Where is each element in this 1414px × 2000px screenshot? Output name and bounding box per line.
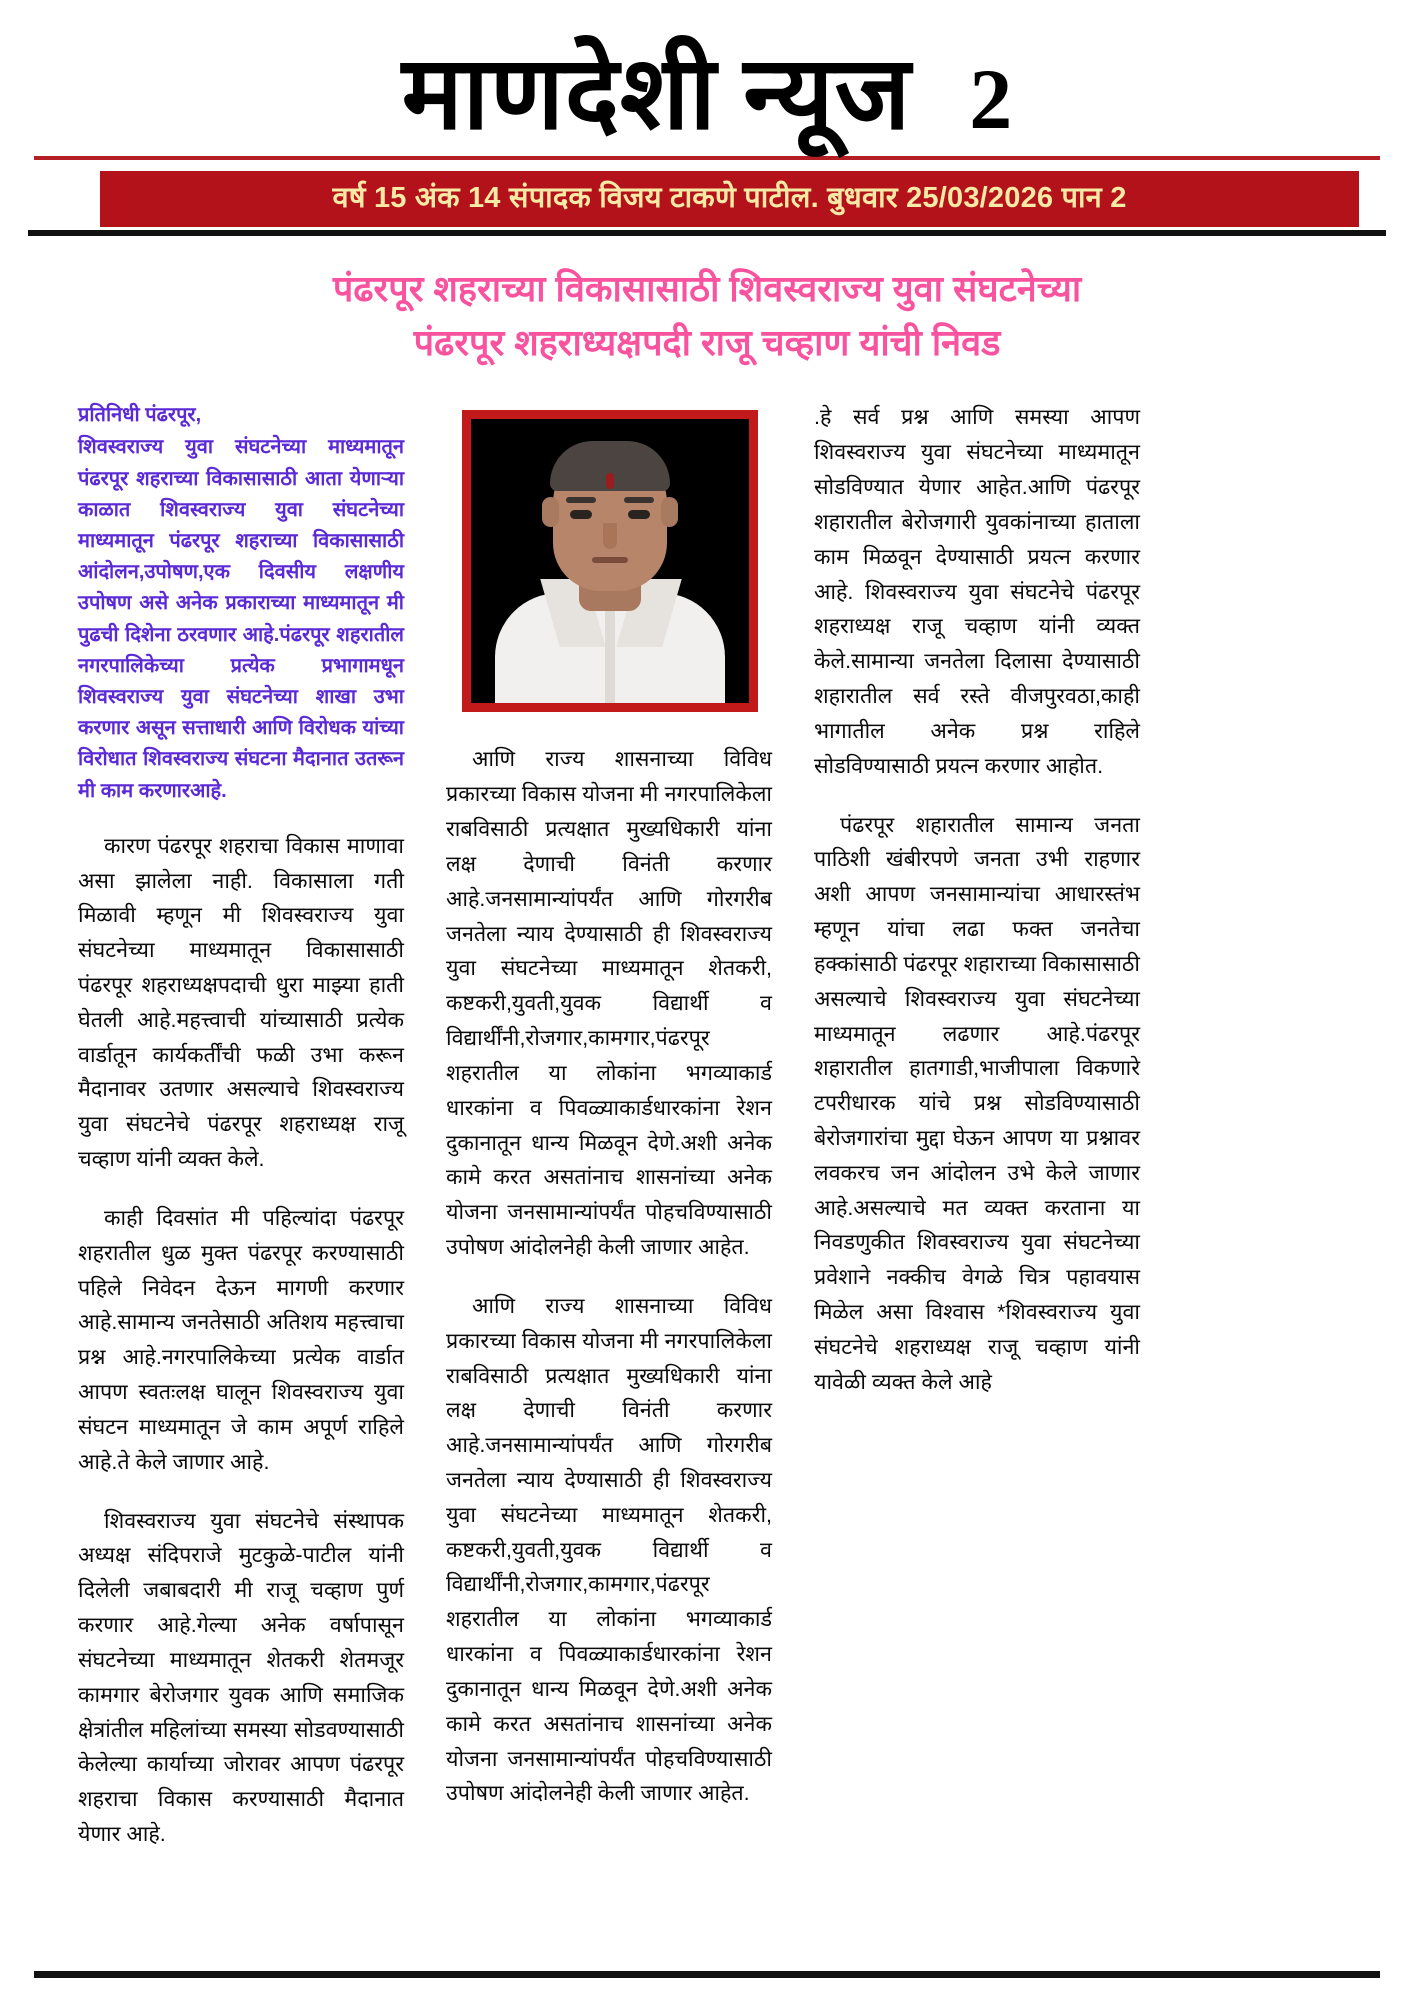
photo-portrait: [471, 419, 749, 703]
right-paragraph-1: .हे सर्व प्रश्न आणि समस्या आपण शिवस्वराज्य युवा संघटनेच्या माध्यमातून सोडविण्यात येणार आहेत.आणि पंढरपूर शहारातील बेरोजगारी युवकांनाच्या हाताला काम मिळवून देण्यासाठी प्रयत्न करणार आहे. शिवस्वराज्य युवा संघटनेचे पंढरपूर शहराध्यक्ष राजू चव्हाण यांनी व्यक्त केले.सामान्या जनतेला दिलासा देण्यासाठी शहारातील सर्व रस्ते वीजपुरवठा,काही भागातील अनेक प्रश्न राहिले सोडविण्यासाठी प्रयत्न करणार आहोत.: [814, 405, 1140, 778]
issue-banner: वर्ष 15 अंक 14 संपादक विजय टाकणे पाटील. बुधवार 25/03/2026 पान 2: [100, 171, 1359, 227]
portrait-nose: [603, 523, 617, 549]
portrait-eye-right: [628, 510, 650, 519]
column-left: [78, 400, 404, 1875]
portrait-mouth: [592, 557, 628, 563]
article-columns: [0, 376, 1414, 1875]
portrait-eye-left: [570, 510, 592, 519]
headline-line-2: पंढरपूर शहराध्यक्षपदी राजू चव्हाण यांची निवड: [413, 322, 1001, 364]
masthead-title: माणदेशी न्यूज: [401, 37, 912, 151]
portrait-brow-right: [624, 497, 654, 503]
banner-wrapper: [0, 171, 1414, 227]
black-divider-rule-bottom: [34, 1971, 1380, 1978]
column-right: [814, 400, 1140, 1875]
photo-frame: [462, 410, 758, 712]
page-headline: [0, 236, 1414, 376]
middle-paragraph-2: आणि राज्य शासनाच्या विविध प्रकारच्या विकास योजना मी नगरपालिकेला राबविसाठी प्रत्यक्षात मुख्यधिकारी यांना लक्ष देणाची विनंती करणार आहे.जनसामान्यांपर्यंत आणि गोरगरीब जनतेला न्याय देण्यासाठी ही शिवस्वराज्य युवा संघटनेच्या माध्यमातून शेतकरी, कष्टकरी,युवती,युवक विद्यार्थी व विद्यार्थींनी,रोजगार,कामगार,पंढरपूर शहरातील या लोकांना भगव्याकार्ड धारकांना व पिवळ्याकार्डधारकांना रेशन दुकानातून धान्य मिळवून देणे.अशी अनेक कामे करत असतांनाच शासनांच्या अनेक योजना जनसामान्यांपर्यंत पोहचविण्यासाठी उपोषण आंदोलनेही केली जाणार आहेत.: [446, 1293, 772, 1806]
headline-line-1: पंढरपूर शहराच्या विकासासाठी शिवस्वराज्य युवा संघटनेच्या: [332, 268, 1082, 310]
portrait-ear-left: [542, 497, 559, 527]
left-paragraph-3: शिवस्वराज्य युवा संघटनेचे संस्थापक अध्यक्ष संदिपराजे मुटकुळे-पाटील यांनी दिलेली जबाबदारी मी राजू चव्हाण पुर्ण करणार आहे.गेल्या अनेक वर्षापासून संघटनेच्या माध्यमातून शेतकरी शेतमजूर कामगार बेरोजगार युवक आणि समाजिक क्षेत्रांतील महिलांच्या समस्या सोडवण्यासाठी केलेल्या कार्याच्या जोरावर आपण पंढरपूर शहराचा विकास करण्यासाठी मैदानात येणार आहे.: [78, 1508, 404, 1847]
portrait-tilak: [606, 473, 614, 489]
article-photo: [446, 410, 772, 712]
column-middle: [446, 400, 772, 1875]
lead-paragraph: शिवस्वराज्य युवा संघटनेच्या माध्यमातून पंढरपूर शहराच्या विकासासाठी आता येणाऱ्या काळात शिवस्वराज्य युवा संघटनेच्या माध्यमातून पंढरपूर शहराच्या विकासासाठी आंदोलन,उपोषण,एक दिवसीय लक्षणीय उपोषण असे अनेक प्रकाराच्या माध्यमातून मी पुढची दिशेना ठरवणार आहे.पंढरपूर शहरातील नगरपालिकेच्या प्रत्येक प्रभागामधून शिवस्वराज्य युवा संघटनेच्या शाखा उभा करणार असून सत्ताधारी आणि विरोधक यांच्या विरोधात शिवस्वराज्य संघटना मैदानात उतरून मी काम करणारआहे.: [78, 436, 404, 802]
left-paragraph-2: काही दिवसांत मी पहिल्यांदा पंढरपूर शहरातील धुळ मुक्त पंढरपूर करण्यासाठी पहिले निवेदन देऊन मागणी करणार आहे.सामान्य जनतेसाठी अतिशय महत्त्वाचा प्रश्न आहे.नगरपालिकेच्या प्रत्येक वार्डात आपण स्वतःलक्ष घालून शिवस्वराज्य युवा संघटन माध्यमातून जे काम अपूर्ण राहिले आहे.ते केले जाणार आहे.: [78, 1205, 404, 1474]
page-number: 2: [969, 51, 1013, 147]
middle-paragraph-1: आणि राज्य शासनाच्या विविध प्रकारच्या विकास योजना मी नगरपालिकेला राबविसाठी प्रत्यक्षात मुख्यधिकारी यांना लक्ष देणाची विनंती करणार आहे.जनसामान्यांपर्यंत आणि गोरगरीब जनतेला न्याय देण्यासाठी ही शिवस्वराज्य युवा संघटनेच्या माध्यमातून शेतकरी, कष्टकरी,युवती,युवक विद्यार्थी व विद्यार्थींनी,रोजगार,कामगार,पंढरपूर शहरातील या लोकांना भगव्याकार्ड धारकांना व पिवळ्याकार्डधारकांना रेशन दुकानातून धान्य मिळवून देणे.अशी अनेक कामे करत असतांनाच शासनांच्या अनेक योजना जनसामान्यांपर्यंत पोहचविण्यासाठी उपोषण आंदोलनेही केली जाणार आहेत.: [446, 747, 772, 1260]
byline: प्रतिनिधी पंढरपूर,: [78, 404, 202, 427]
red-divider-rule: [34, 156, 1380, 160]
masthead: [0, 0, 1414, 151]
portrait-brow-left: [566, 497, 596, 503]
left-paragraph-1: कारण पंढरपूर शहराचा विकास माणावा असा झालेला नाही. विकासाला गती मिळावी म्हणून मी शिवस्वराज्य युवा संघटनेच्या माध्यमातून विकासासाठी पंढरपूर शहराध्यक्षपदाची धुरा माझ्या हाती घेतली आहे.महत्त्वाची यांच्यासाठी प्रत्येक वार्डातून कार्यकर्तींची फळी उभा करून मैदानावर उतणार असल्याचे शिवस्वराज्य युवा संघटनेचे पंढरपूर शहराध्यक्ष राजू चव्हाण यांनी व्यक्त केले.: [78, 833, 404, 1172]
right-paragraph-2: पंढरपूर शहारातील सामान्य जनता पाठिशी खंबीरपणे जनता उभी राहणार अशी आपण जनसामान्यांचा आधारस्तंभ म्हणून यांचा लढा फक्त जनतेचा हक्कांसाठी पंढरपूर शहाराच्या विकासासाठी असल्याचे शिवस्वराज्य युवा संघटनेच्या माध्यमातून लढणार आहे.पंढरपूर शहारातील हातगाडी,भाजीपाला विकणारे टपरीधारक यांचे प्रश्न सोडविण्यासाठी बेरोजगारांचा मुद्दा घेऊन आपण या प्रश्नावर लवकरच जन आंदोलन उभे केले जाणार आहे.असल्याचे मत व्यक्त करताना या निवडणुकीत शिवस्वराज्य युवा संघटनेच्या प्रवेशाने नक्कीच वेगळे चित्र पहावयास मिळेल असा विश्वास *शिवस्वराज्य युवा संघटनेचे शहराध्यक्ष राजू चव्हाण यांनी यावेळी व्यक्त केले आहे: [814, 812, 1140, 1394]
portrait-ear-right: [661, 497, 678, 527]
